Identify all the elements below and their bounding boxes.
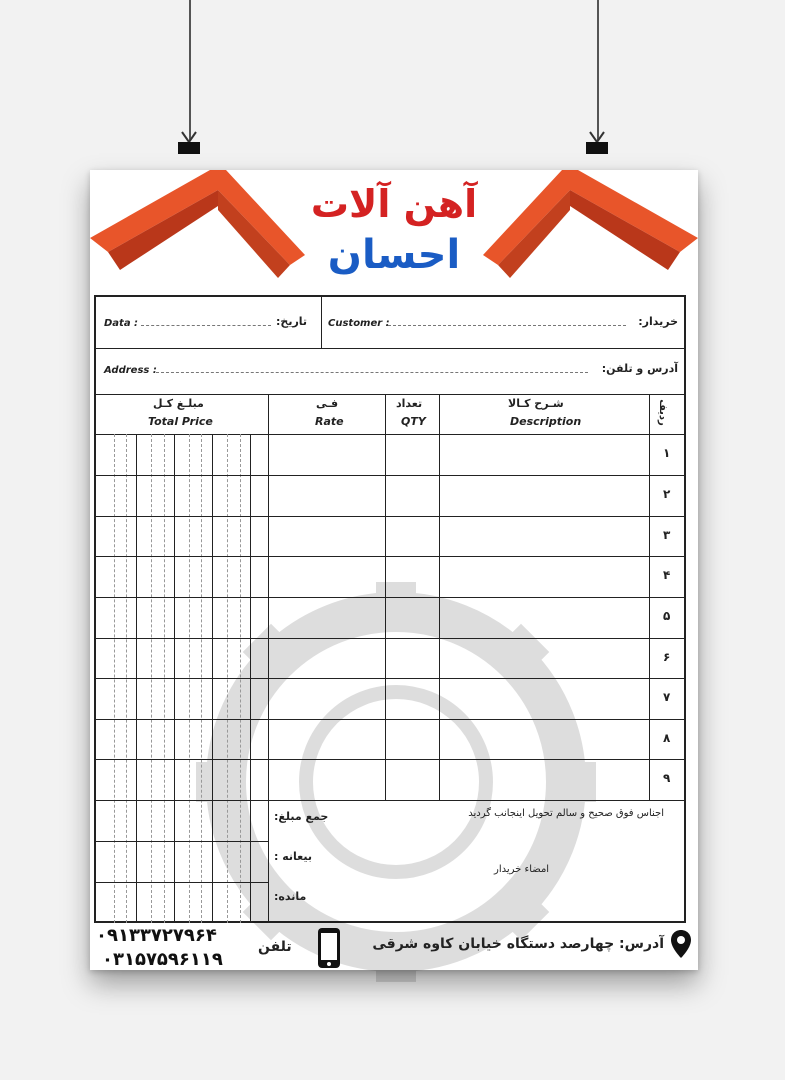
customer-label-en: Customer : (328, 318, 390, 329)
remaining-label: مانده: (274, 890, 307, 903)
row-number: ۵ (663, 609, 671, 623)
buyer-signature-label: امضاء خریدار (494, 864, 550, 875)
header-divider (321, 297, 322, 348)
row-line (96, 800, 684, 801)
footer-address: آدرس: چهارصد دستگاه خیابان کاوه شرقی (372, 936, 664, 952)
table-row (96, 638, 684, 678)
total-lower-line (96, 841, 268, 842)
table-row (96, 434, 684, 475)
row-number: ۱ (663, 446, 671, 460)
table-row (96, 475, 684, 516)
row-number: ۶ (663, 650, 671, 664)
customer-field[interactable] (388, 325, 626, 326)
col-qty-header-fa: تعداد (396, 397, 423, 410)
binder-clip-left-icon (176, 130, 202, 156)
table-row (96, 759, 684, 800)
col-total-header-en: Total Price (148, 415, 213, 428)
total-lower-line (96, 882, 268, 883)
invoice-sheet (90, 170, 698, 970)
table-row (96, 556, 684, 597)
footer (90, 925, 698, 970)
address-field[interactable] (156, 372, 588, 373)
location-pin-icon (670, 929, 692, 959)
hanging-wire-right (597, 0, 599, 140)
date-label-fa: تاریخ: (276, 315, 308, 328)
mobile-phone-icon (317, 927, 341, 969)
delivery-note: اجناس فوق صحیح و سالم تحویل اینجانب گردید (468, 808, 664, 819)
binder-clip-right-icon (584, 130, 610, 156)
row-number: ۲ (663, 487, 671, 501)
table-row (96, 597, 684, 638)
col-qty-header-en: QTY (401, 415, 426, 428)
address-label-en: Address : (104, 365, 157, 376)
phone-land[interactable]: ۰۳۱۵۷۵۹۶۱۱۹ (102, 949, 223, 970)
col-desc-header-en: Description (510, 415, 582, 428)
row-number: ۹ (663, 771, 671, 785)
col-desc-header-fa: شـرح کـالا (508, 397, 564, 410)
address-label-fa: آدرس و تلفن: (601, 362, 678, 375)
col-rate-header-fa: فـی (316, 397, 339, 410)
table-row (96, 719, 684, 759)
col-row-header: ردیف (656, 399, 668, 426)
brand-title-bottom: احسان (327, 232, 461, 278)
date-field[interactable] (141, 325, 271, 326)
row-number: ۴ (663, 568, 671, 582)
customer-label-fa: خریدار: (638, 315, 678, 328)
sum-label: جمع مبلغ: (274, 810, 329, 823)
row-number: ۳ (663, 528, 671, 542)
phone-label: تلفن (258, 939, 292, 955)
header-line-1 (96, 348, 684, 349)
brand-title-top: آهن آلات (310, 182, 478, 226)
row-number: ۷ (663, 690, 671, 704)
row-number: ۸ (663, 731, 671, 745)
col-total-header-fa: مبلـغ کـل (153, 397, 204, 410)
date-label-en: Data : (104, 318, 139, 329)
col-rate-header-en: Rate (315, 415, 344, 428)
table-row (96, 516, 684, 556)
deposit-label: بیعانه : (274, 850, 312, 863)
header-line-2 (96, 394, 684, 395)
invoice-frame (94, 295, 686, 923)
phone-mobile[interactable]: ۰۹۱۳۳۷۲۷۹۶۴ (96, 925, 217, 946)
table-row (96, 678, 684, 719)
hanging-wire-left (189, 0, 191, 140)
